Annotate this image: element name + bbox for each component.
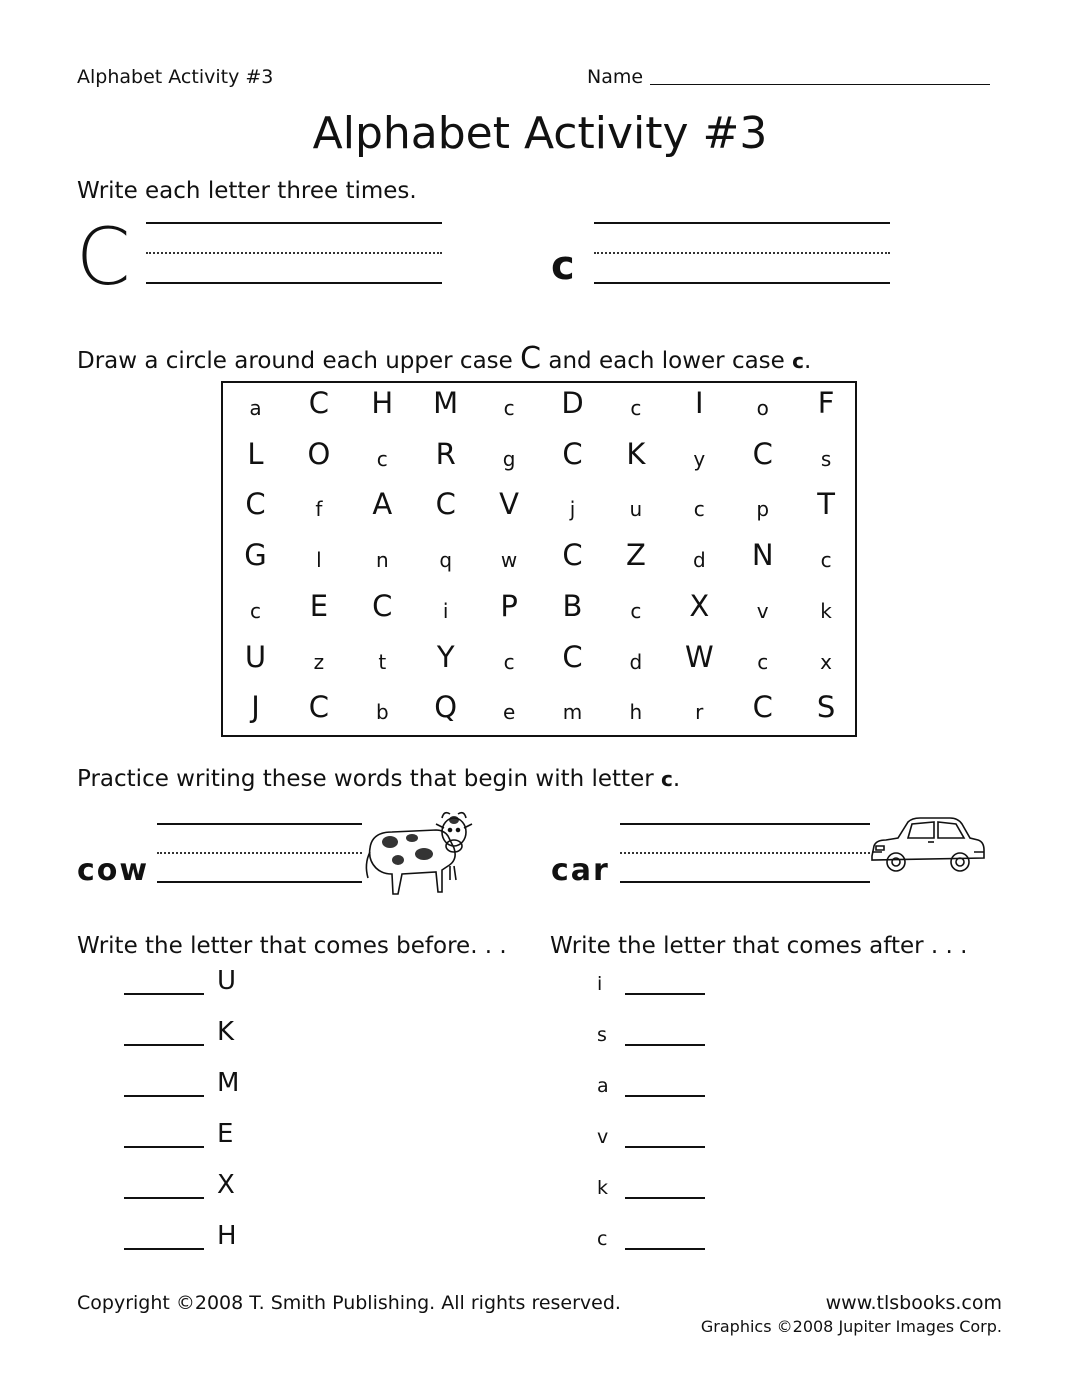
grid-letter[interactable]: c [630, 396, 642, 420]
car-icon [868, 812, 988, 882]
car-base-line[interactable] [620, 881, 870, 883]
grid-letter[interactable]: A [372, 487, 393, 522]
grid-letter[interactable]: c [757, 649, 769, 674]
after-answer-line[interactable] [625, 1044, 705, 1046]
grid-letter[interactable]: C [245, 487, 266, 522]
grid-letter[interactable]: u [629, 497, 643, 522]
lower-c-letter: c [551, 243, 575, 289]
after-letter: v [597, 1126, 609, 1148]
name-line[interactable] [650, 84, 990, 85]
s2-prefix: Draw a circle around each upper case [77, 348, 513, 374]
grid-letter[interactable]: C [562, 538, 583, 573]
grid-letter[interactable]: x [820, 649, 833, 674]
grid-letter[interactable]: j [569, 497, 576, 522]
after-answer-line[interactable] [625, 1248, 705, 1250]
grid-letter[interactable]: S [816, 690, 836, 725]
grid-letter[interactable]: X [689, 588, 710, 623]
grid-letter[interactable]: v [756, 598, 769, 623]
grid-letter[interactable]: H [371, 386, 394, 420]
grid-letter[interactable]: c [376, 446, 388, 471]
grid-letter[interactable]: w [500, 548, 518, 573]
upper-c-letter: C [76, 213, 131, 303]
page-title: Alphabet Activity #3 [312, 108, 768, 159]
after-heading: Write the letter that comes after . . . [550, 933, 968, 959]
before-letter: E [217, 1119, 234, 1149]
before-answer-line[interactable] [124, 1197, 204, 1199]
grid-letter[interactable]: s [820, 446, 832, 471]
grid-letter[interactable]: c [693, 497, 705, 522]
lower-c-mid-line[interactable] [594, 252, 890, 254]
grid-letter[interactable]: Q [434, 690, 458, 725]
grid-letter[interactable]: m [562, 700, 583, 725]
grid-letter[interactable]: P [500, 588, 518, 623]
car-top-line[interactable] [620, 823, 870, 825]
grid-letter[interactable]: d [692, 548, 706, 573]
after-answer-line[interactable] [625, 1095, 705, 1097]
after-answer-line[interactable] [625, 1197, 705, 1199]
grid-letter[interactable]: f [315, 497, 323, 522]
grid-letter[interactable]: b [375, 700, 389, 725]
upper-c-mid-line[interactable] [146, 252, 442, 254]
before-letter: K [217, 1017, 235, 1047]
grid-letter[interactable]: y [693, 446, 706, 471]
cow-mid-line[interactable] [157, 852, 362, 854]
section3-instruction [77, 766, 680, 792]
grid-letter[interactable]: O [307, 436, 331, 471]
grid-letter[interactable]: r [695, 700, 704, 725]
letter-grid [221, 381, 857, 737]
upper-c-top-line[interactable] [146, 222, 442, 224]
grid-letter[interactable]: l [316, 548, 322, 573]
s2-upper: C [520, 341, 542, 376]
grid-letter[interactable]: C [308, 690, 330, 725]
grid-letter[interactable]: c [630, 598, 642, 623]
grid-letter[interactable]: n [375, 548, 389, 573]
grid-letter[interactable]: C [372, 588, 393, 623]
grid-letter[interactable]: C [752, 436, 773, 471]
grid-letter[interactable]: a [249, 396, 262, 420]
header-left: Alphabet Activity #3 [77, 66, 274, 88]
cow-icon [362, 808, 478, 900]
copyright: Copyright ©2008 T. Smith Publishing. All rights reserved. [77, 1292, 621, 1314]
grid-letter[interactable]: D [561, 386, 584, 420]
cow-top-line[interactable] [157, 823, 362, 825]
upper-c-base-line[interactable] [146, 282, 442, 284]
grid-letter[interactable]: d [629, 649, 643, 674]
grid-letter[interactable]: I [695, 386, 704, 420]
grid-letter[interactable]: C [752, 690, 773, 725]
after-letter: c [597, 1228, 608, 1250]
after-letter: s [597, 1024, 607, 1046]
after-letter: i [597, 973, 603, 995]
grid-letter[interactable]: t [378, 649, 387, 674]
grid-letter[interactable]: T [817, 487, 835, 522]
grid-letter[interactable]: c [820, 548, 832, 573]
before-answer-line[interactable] [124, 1095, 204, 1097]
graphics-credit: Graphics ©2008 Jupiter Images Corp. [700, 1317, 1002, 1336]
grid-letter[interactable]: M [433, 386, 459, 420]
grid-letter[interactable]: q [439, 548, 453, 573]
grid-letter[interactable]: Y [436, 639, 455, 674]
grid-letter[interactable]: Z [625, 538, 646, 573]
before-letter: M [217, 1068, 240, 1098]
after-letter: a [597, 1075, 609, 1097]
name-label: Name [587, 66, 644, 88]
word-car: car [551, 853, 610, 888]
lower-c-top-line[interactable] [594, 222, 890, 224]
grid-letter[interactable]: G [244, 538, 267, 573]
before-letter: U [217, 966, 237, 996]
cow-base-line[interactable] [157, 881, 362, 883]
grid-letter[interactable]: C [308, 386, 330, 420]
before-letter: X [217, 1170, 235, 1200]
before-answer-line[interactable] [124, 1044, 204, 1046]
grid-letter[interactable]: p [756, 497, 770, 522]
grid-letter[interactable]: J [251, 690, 260, 725]
grid-letter[interactable]: g [502, 446, 516, 471]
s3-prefix: Practice writing these words that begin with letter [77, 766, 654, 792]
s2-suffix: . [804, 348, 812, 374]
car-mid-line[interactable] [620, 852, 870, 854]
grid-letter[interactable]: C [562, 436, 583, 471]
grid-letter[interactable]: U [244, 639, 267, 674]
section1-instruction: Write each letter three times. [77, 178, 417, 204]
grid-letter[interactable]: z [313, 649, 325, 674]
grid-letter[interactable]: e [502, 700, 516, 725]
grid-letter[interactable]: N [751, 538, 774, 573]
after-letter: k [597, 1177, 609, 1199]
after-answer-line[interactable] [625, 993, 705, 995]
s3-letter: c [661, 767, 673, 791]
s2-middle: and each lower case [548, 348, 785, 374]
after-answer-line[interactable] [625, 1146, 705, 1148]
word-cow: cow [77, 853, 150, 888]
s2-lower: c [792, 349, 804, 373]
grid-letter[interactable]: L [247, 436, 264, 471]
before-answer-line[interactable] [124, 993, 204, 995]
s3-suffix: . [672, 766, 681, 792]
grid-letter[interactable]: c [503, 396, 515, 420]
grid-letter[interactable]: K [626, 436, 646, 471]
grid-letter[interactable]: W [684, 639, 714, 674]
website: www.tlsbooks.com [825, 1292, 1002, 1314]
grid-letter[interactable]: B [562, 588, 583, 623]
grid-letter[interactable]: o [756, 396, 769, 420]
grid-letter[interactable]: R [435, 436, 456, 471]
grid-letter[interactable]: V [499, 487, 520, 522]
grid-letter[interactable]: C [435, 487, 456, 522]
grid-letter[interactable]: k [820, 598, 832, 623]
before-heading: Write the letter that comes before. . . [77, 933, 507, 959]
grid-letter[interactable]: F [817, 386, 835, 420]
lower-c-base-line[interactable] [594, 282, 890, 284]
grid-letter[interactable]: h [629, 700, 643, 725]
before-answer-line[interactable] [124, 1248, 204, 1250]
grid-letter[interactable]: E [309, 588, 329, 623]
grid-letter[interactable]: i [442, 598, 449, 623]
section2-instruction [77, 341, 811, 376]
grid-letter[interactable]: c [250, 598, 261, 623]
grid-letter[interactable]: c [503, 649, 515, 674]
before-letter: H [217, 1221, 237, 1251]
before-answer-line[interactable] [124, 1146, 204, 1148]
grid-letter[interactable]: C [562, 639, 583, 674]
